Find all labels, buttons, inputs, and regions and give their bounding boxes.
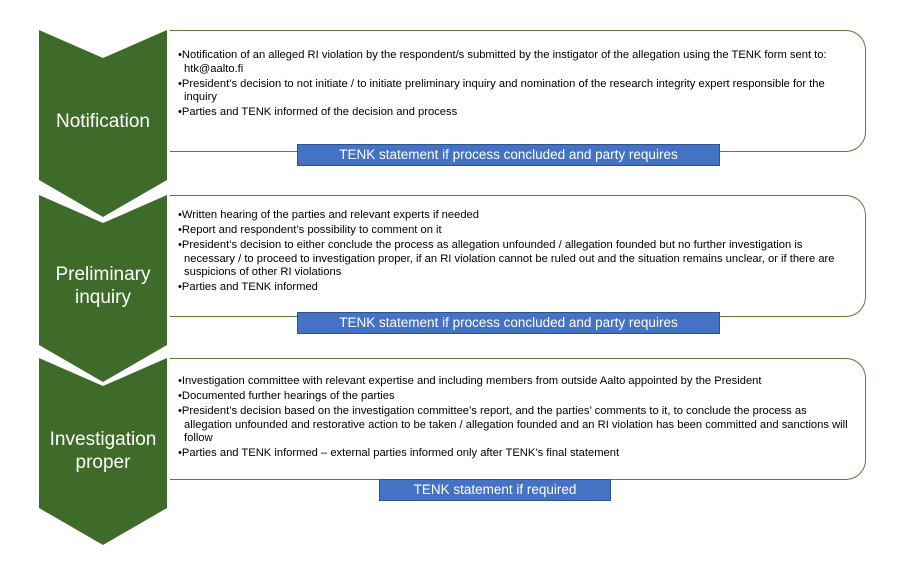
stage-bullet: • Investigation committee with relevant expertise and including members from outside Aalto appointed by the President xyxy=(178,375,853,389)
stage-bullet: • Notification of an alleged RI violation by the respondent/s submitted by the instigator of the allegation using the TENK form sent to: htk@aalto.fi xyxy=(178,49,853,76)
stage-label-investigation-proper: Investigation proper xyxy=(49,429,157,473)
tenk-statement-investigation-proper: TENK statement if required xyxy=(379,479,611,501)
stage-box-notification xyxy=(170,30,866,152)
stage-label-preliminary-inquiry: Preliminary inquiry xyxy=(55,264,151,308)
tenk-statement-preliminary-inquiry: TENK statement if process concluded and party requires xyxy=(297,312,720,334)
stage-bullet: • President’s decision based on the investigation committee’s report, and the parties’ comments to it, to conclude the process as allegation unfounded and restorative action to be taken / allegation founded and an RI violation has been committed and sanctions will follow xyxy=(178,405,853,446)
stage-box-investigation-proper xyxy=(170,358,866,480)
stage-label-notification: Notification xyxy=(56,111,150,132)
stage-bullet: • Parties and TENK informed – external parties informed only after TENK’s final statement xyxy=(178,447,853,461)
stage-bullet: • Report and respondent’s possibility to comment on it xyxy=(178,224,853,238)
stage-bullet: • Documented further hearings of the parties xyxy=(178,390,853,404)
stage-bullet: • President’s decision to either conclude the process as allegation unfounded / allegation founded but no further investigation is necessary / to proceed to investigation proper, if an RI violation cannot be ruled out and the situation remains unclear, or if there are suspicions of other RI violations xyxy=(178,239,853,280)
stage-bullet: • Written hearing of the parties and relevant experts if needed xyxy=(178,209,853,223)
stage-bullet: • President’s decision to not initiate / to initiate preliminary inquiry and nomination of the research integrity expert responsible for the inquiry xyxy=(178,78,853,105)
tenk-statement-notification: TENK statement if process concluded and party requires xyxy=(297,144,720,166)
stage-bullet: • Parties and TENK informed of the decision and process xyxy=(178,106,853,120)
stage-bullet: • Parties and TENK informed xyxy=(178,281,853,295)
stage-box-preliminary-inquiry xyxy=(170,195,866,317)
